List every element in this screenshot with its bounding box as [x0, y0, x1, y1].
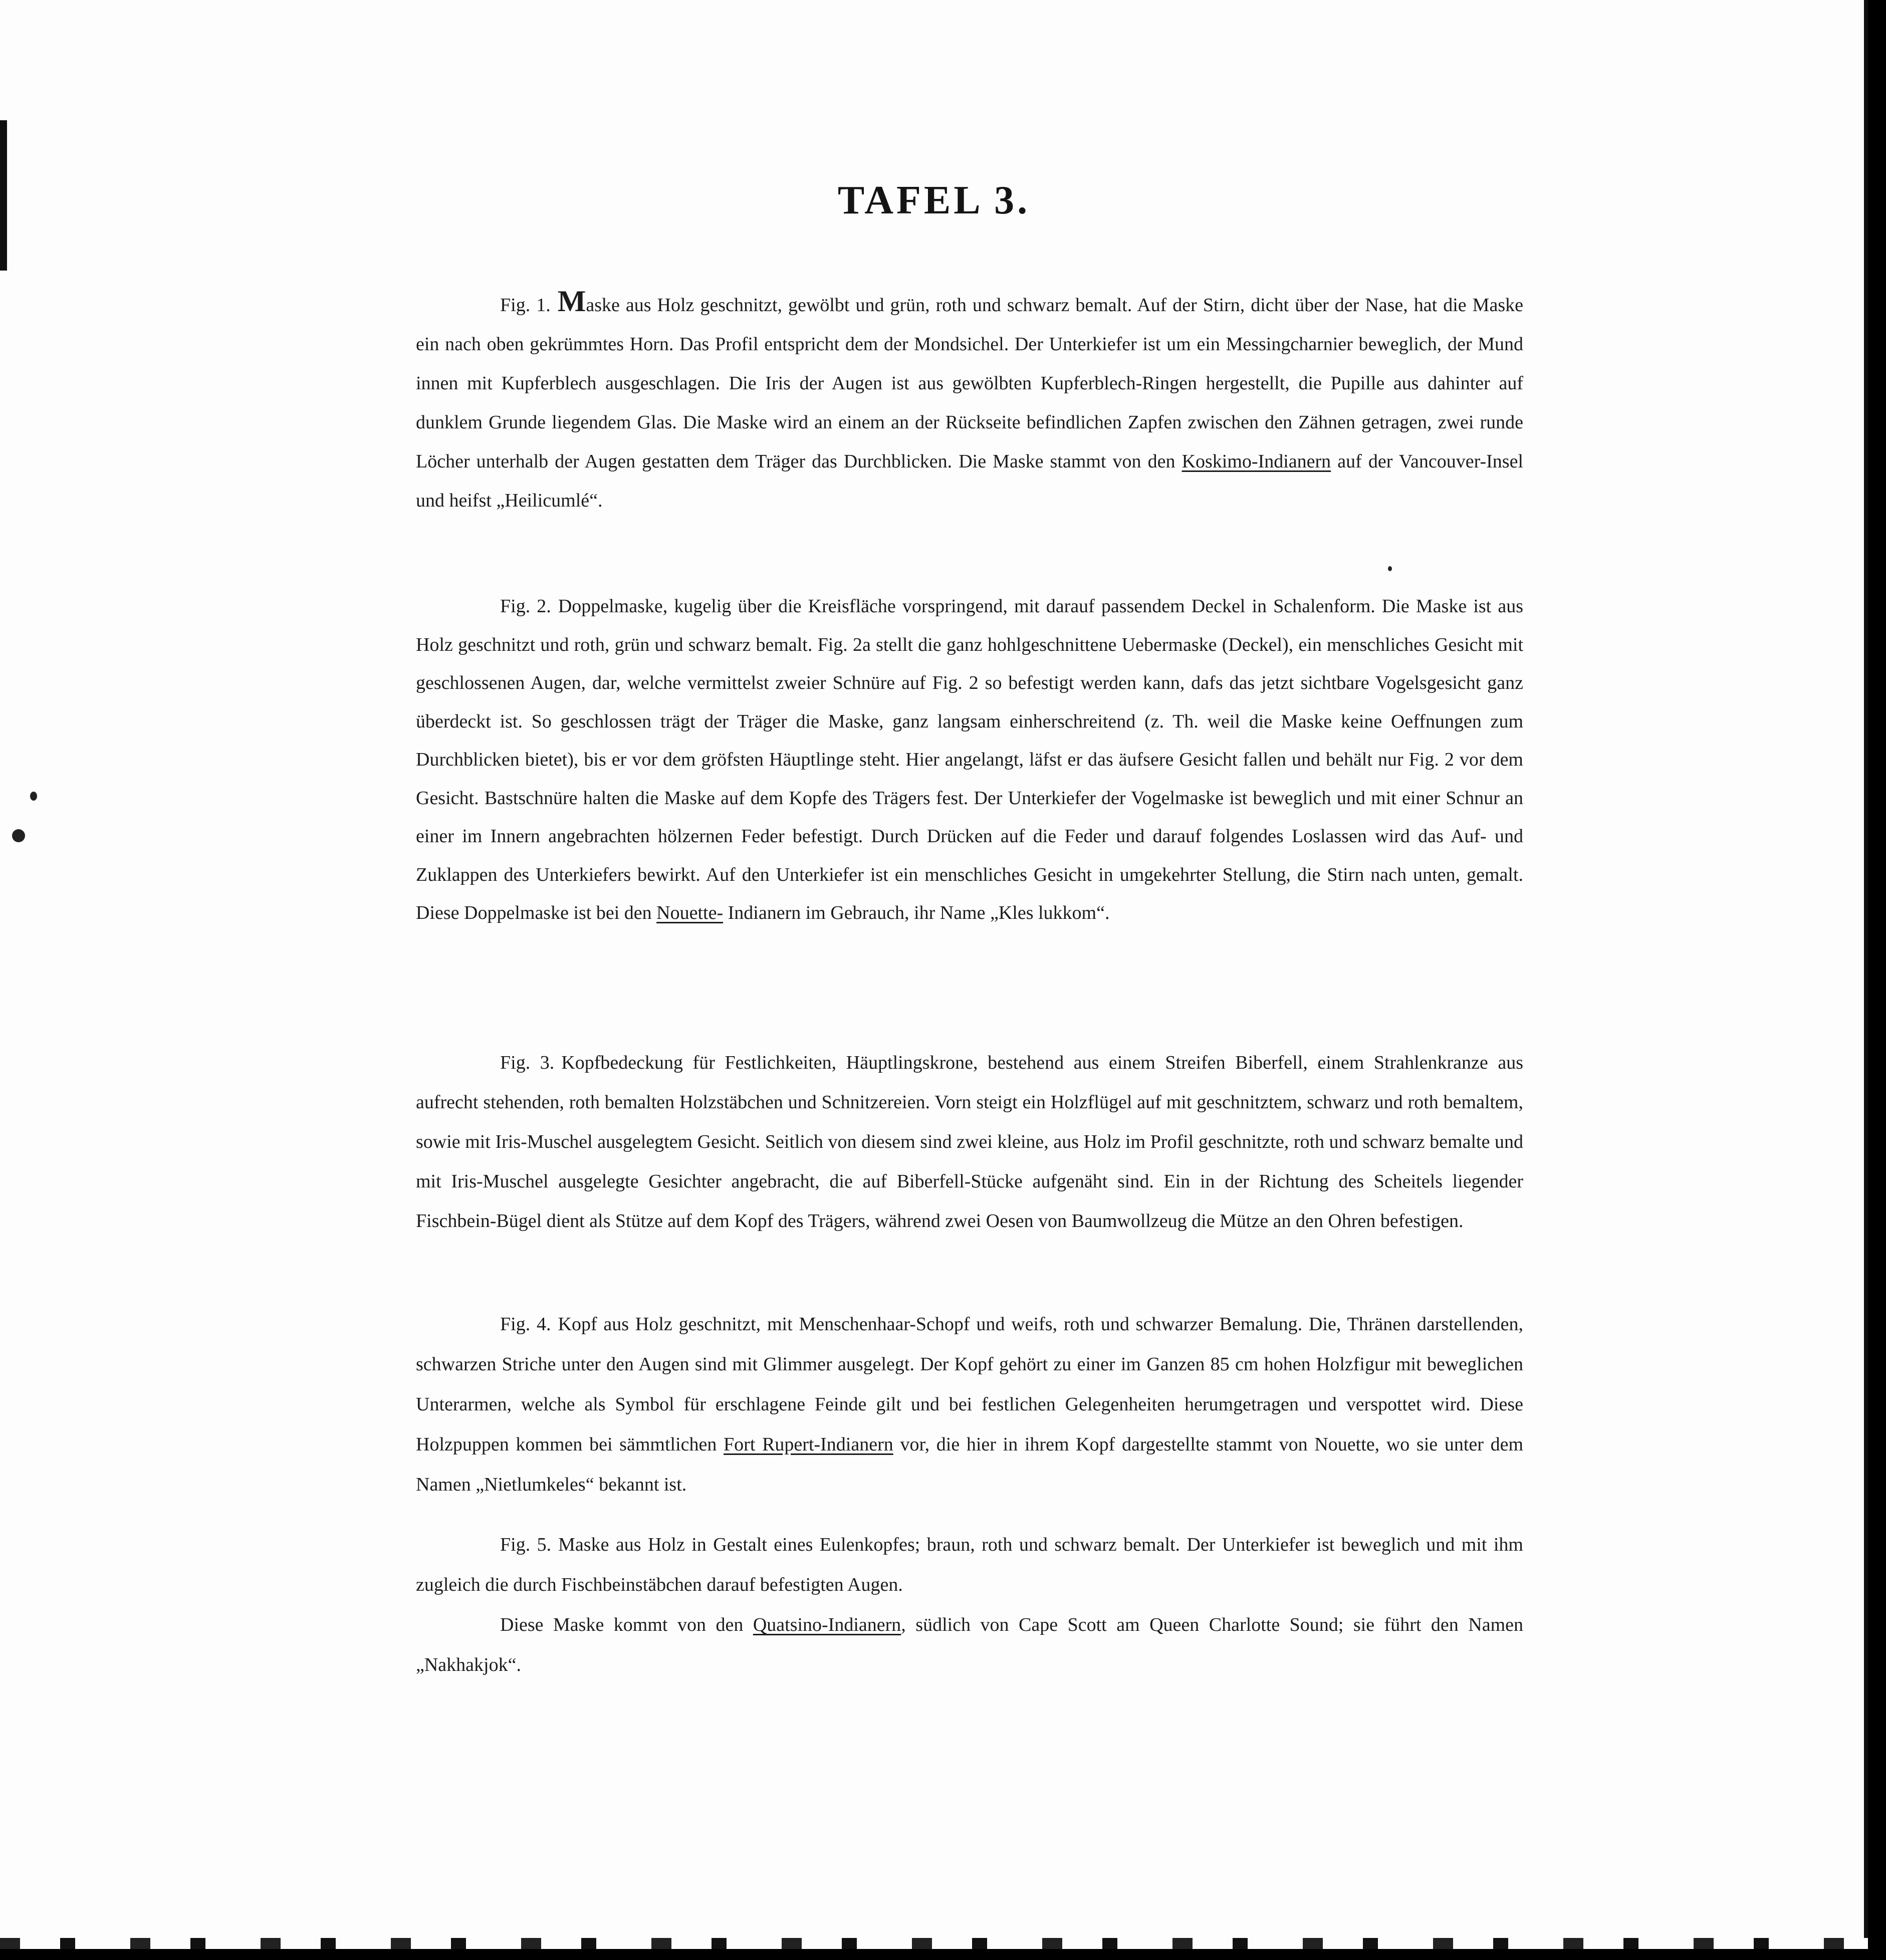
fig5-underlined: Quatsino-Indianern: [753, 1614, 901, 1635]
fig5-text: Maske aus Holz in Gestalt eines Eulenkopfes; braun, roth und schwarz bemalt. Der Unterkiefer ist beweglich und mit ihm zugleich die durch Fischbeinstäbchen darauf befestigten Augen.: [416, 1534, 1523, 1595]
fig3-paragraph: [416, 1043, 1523, 1241]
fig2-paragraph: [416, 587, 1523, 932]
fig2-text-end: Indianern im Gebrauch, ihr Name „Kles lukkom“.: [728, 902, 1110, 923]
fig4-paragraph: [416, 1304, 1523, 1505]
scan-speck: [1388, 566, 1392, 571]
fig5-text2-end: , südlich von Cape Scott am Queen Charlotte Sound; sie führt den Namen „Nakhakjok“.: [416, 1614, 1523, 1675]
fig5-paragraph: [416, 1525, 1523, 1685]
fig4-text: Kopf aus Holz geschnitzt, mit Menschenhaar-Schopf und weifs, roth und schwarzer Bemalung. Die, Thränen darstellenden, schwarzen Striche unter den Augen sind mit Glimmer ausgelegt. Der Kopf gehört zu einer im Ganzen 85 cm hohen Holzfigur mit beweglichen Unterarmen, welche als Symbol für erschlagene Feinde gilt und bei festlichen Gelegenheiten herumgetragen und verspottet wird. Diese Holzpuppen kommen bei sämmtlichen: [416, 1314, 1523, 1455]
fig1-underlined: Koskimo-Indianern: [1182, 451, 1331, 472]
fig1-text: aske aus Holz geschnitzt, gewölbt und grün, roth und schwarz bemalt. Auf der Stirn, dicht über der Nase, hat die Maske ein nach oben gekrümmtes Horn. Das Profil entspricht dem der Mondsichel. Der Unterkiefer ist um ein Messingcharnier beweglich, der Mund innen mit Kupferblech ausgeschlagen. Die Iris der Augen ist aus gewölbten Kupferblech-Ringen hergestellt, die Pupille aus dahinter auf dunklem Grunde liegendem Glas. Die Maske wird an einem an der Rückseite befindlichen Zapfen zwischen den Zähnen getragen, zwei runde Löcher unterhalb der Augen gestatten dem Träger das Durchblicken. Die Maske stammt von den: [416, 295, 1523, 472]
scan-speck: [12, 829, 25, 842]
page-title: TAFEL 3.: [837, 178, 1031, 222]
scan-border-bottom: [0, 1949, 1886, 1960]
fig4-text-end: vor, die hier in ihrem Kopf dargestellte stammt von Nouette, wo sie unter dem Namen „Nietlumkeles“ bekannt ist.: [416, 1434, 1524, 1495]
fig2-text: Doppelmaske, kugelig über die Kreisfläche vorspringend, mit darauf passendem Deckel in Schalenform. Die Maske ist aus Holz geschnitzt und roth, grün und schwarz bemalt. Fig. 2a stellt die ganz hohlgeschnittene Uebermaske (Deckel), ein menschliches Gesicht mit geschlossenen Augen, dar, welche vermittelst zweier Schnüre auf Fig. 2 so befestigt werden kann, dafs das jetzt sichtbare Vogelsgesicht ganz überdeckt ist. So geschlossen trägt der Träger die Maske, ganz langsam einherschreitend (z. Th. weil die Maske keine Oeffnungen zum Durchblicken bietet), bis er vor dem gröfsten Häuptlinge steht. Hier angelangt, läfst er das äufsere Gesicht fallen und behält nur Fig. 2 vor dem Gesicht. Bastschnüre halten die Maske auf dem Kopfe des Trägers fest. Der Unterkiefer der Vogelmaske ist beweglich und mit einer Schnur an einer im Innern angebrachten hölzernen Feder befestigt. Durch Drücken auf die Feder und darauf folgendes Loslassen wird das Auf- und Zuklappen des Unterkiefers bewirkt. Auf den Unterkiefer ist ein menschliches Gesicht in umgekehrter Stellung, die Stirn nach unten, gemalt. Diese Doppelmaske ist bei den: [416, 596, 1523, 923]
fig2-label: Fig. 2.: [500, 596, 551, 617]
fig5-label: Fig. 5.: [500, 1534, 552, 1555]
scan-speck: [30, 792, 37, 801]
fig5-text2: Diese Maske kommt von den: [500, 1614, 744, 1635]
fig3-text: Kopfbedeckung für Festlichkeiten, Häuptlingskrone, bestehend aus einem Streifen Biberfell, einem Strahlenkranze aus aufrecht stehenden, roth bemalten Holzstäbchen und Schnitzereien. Vorn steigt ein Holzflügel auf mit geschnitztem, schwarz und roth bemaltem, sowie mit Iris-Muschel ausgelegtem Gesicht. Seitlich von diesem sind zwei kleine, aus Holz im Profil geschnitzte, roth und schwarz bemalte und mit Iris-Muschel ausgelegte Gesichter angebracht, die auf Biberfell-Stücke aufgenäht sind. Ein in der Richtung des Scheitels liegender Fischbein-Bügel dient als Stütze auf dem Kopf des Trägers, während zwei Oesen von Baumwollzeug die Mütze an den Ohren befestigen.: [416, 1052, 1523, 1232]
fig4-label: Fig. 4.: [500, 1314, 551, 1335]
fig1-dropcap: M: [557, 285, 586, 318]
fig3-label: Fig. 3.: [500, 1052, 555, 1073]
fig1-text-end: auf der Vancouver-Insel und heifst „Heilicumlé“.: [416, 451, 1524, 511]
scan-edge-bottom: [0, 1938, 1868, 1949]
fig1-paragraph: [416, 286, 1523, 520]
fig4-underlined: Fort Rupert-Indianern: [724, 1434, 893, 1455]
fig2-underlined: Nouette-: [656, 902, 724, 923]
fig1-label: Fig. 1.: [500, 295, 551, 316]
